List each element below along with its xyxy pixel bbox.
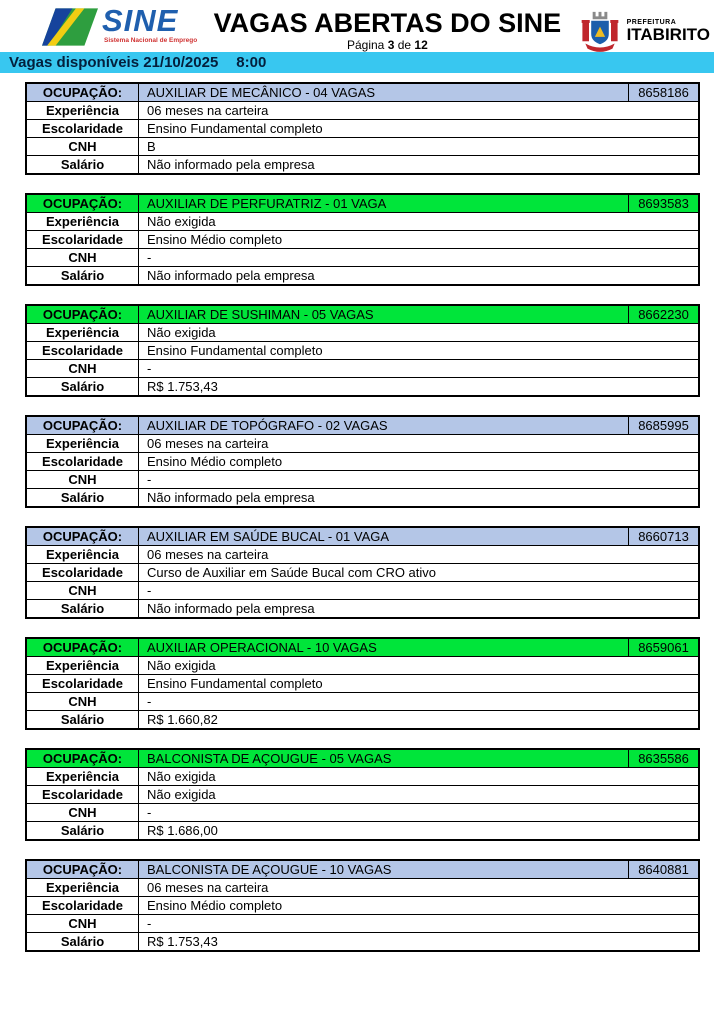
sine-logo-text-block — [102, 5, 197, 44]
itabirito-logo — [578, 7, 710, 55]
job-id: 8635586 — [628, 750, 698, 767]
cnh-row — [27, 137, 698, 155]
experience-label: Experiência — [27, 324, 139, 341]
salary-label: Salário — [27, 378, 139, 395]
sine-logo-subtitle: Sistema Nacional de Emprego — [104, 37, 198, 44]
salary-row — [27, 266, 698, 284]
occupation-row — [27, 306, 698, 323]
cnh-label: CNH — [27, 249, 139, 266]
salary-value: R$ 1.660,82 — [147, 712, 218, 727]
experience-row — [27, 767, 698, 785]
vacancies-bar — [0, 52, 714, 73]
education-label: Escolaridade — [27, 564, 139, 581]
salary-value: Não informado pela empresa — [147, 268, 315, 283]
experience-row — [27, 545, 698, 563]
cnh-row — [27, 914, 698, 932]
cnh-label: CNH — [27, 471, 139, 488]
salary-row — [27, 821, 698, 839]
sine-logo — [42, 5, 197, 47]
job-table — [25, 637, 700, 730]
salary-row — [27, 155, 698, 173]
education-value: Ensino Fundamental completo — [147, 121, 323, 136]
education-row — [27, 674, 698, 692]
occupation-label: OCUPAÇÃO: — [27, 306, 139, 323]
education-value: Não exigida — [147, 787, 216, 802]
experience-value: Não exigida — [147, 769, 216, 784]
job-table — [25, 415, 700, 508]
cnh-label: CNH — [27, 915, 139, 932]
cnh-label: CNH — [27, 804, 139, 821]
education-row — [27, 452, 698, 470]
itabirito-text-block — [627, 19, 710, 43]
cnh-value: - — [147, 472, 152, 487]
experience-row — [27, 878, 698, 896]
salary-value: Não informado pela empresa — [147, 490, 315, 505]
occupation-row — [27, 417, 698, 434]
salary-value: R$ 1.753,43 — [147, 379, 218, 394]
education-value: Ensino Fundamental completo — [147, 676, 323, 691]
occupation-label: OCUPAÇÃO: — [27, 750, 139, 767]
page-header — [0, 0, 724, 52]
experience-label: Experiência — [27, 768, 139, 785]
occupation-label: OCUPAÇÃO: — [27, 84, 139, 101]
job-table — [25, 304, 700, 397]
cnh-value: - — [147, 361, 152, 376]
job-title: AUXILIAR DE TOPÓGRAFO - 02 VAGAS — [147, 418, 388, 433]
job-id: 8685995 — [628, 417, 698, 434]
experience-label: Experiência — [27, 102, 139, 119]
education-label: Escolaridade — [27, 675, 139, 692]
education-row — [27, 119, 698, 137]
education-row — [27, 896, 698, 914]
education-label: Escolaridade — [27, 120, 139, 137]
cnh-row — [27, 803, 698, 821]
occupation-label: OCUPAÇÃO: — [27, 528, 139, 545]
sine-flag-icon — [42, 7, 98, 47]
salary-value: R$ 1.686,00 — [147, 823, 218, 838]
occupation-row — [27, 861, 698, 878]
job-table — [25, 193, 700, 286]
page-indicator-separator: de — [397, 38, 412, 52]
salary-value: Não informado pela empresa — [147, 601, 315, 616]
experience-row — [27, 656, 698, 674]
cnh-value: - — [147, 583, 152, 598]
cnh-value: - — [147, 250, 152, 265]
cnh-row — [27, 470, 698, 488]
page-indicator-prefix: Página — [346, 38, 385, 52]
coat-of-arms-icon — [578, 7, 622, 55]
salary-label: Salário — [27, 267, 139, 284]
cnh-value: - — [147, 916, 152, 931]
education-value: Ensino Médio completo — [147, 898, 283, 913]
education-row — [27, 785, 698, 803]
salary-label: Salário — [27, 156, 139, 173]
occupation-row — [27, 528, 698, 545]
page-indicator — [197, 38, 577, 52]
education-row — [27, 563, 698, 581]
education-value: Ensino Médio completo — [147, 454, 283, 469]
salary-label: Salário — [27, 933, 139, 950]
job-table — [25, 748, 700, 841]
cnh-row — [27, 692, 698, 710]
cnh-label: CNH — [27, 582, 139, 599]
job-table — [25, 82, 700, 175]
cnh-row — [27, 359, 698, 377]
experience-row — [27, 434, 698, 452]
occupation-label: OCUPAÇÃO: — [27, 639, 139, 656]
occupation-row — [27, 750, 698, 767]
salary-label: Salário — [27, 711, 139, 728]
itabirito-prefeitura-label: PREFEITURA — [626, 19, 677, 26]
occupation-row — [27, 639, 698, 656]
experience-value: Não exigida — [147, 214, 216, 229]
salary-row — [27, 488, 698, 506]
cnh-label: CNH — [27, 138, 139, 155]
experience-row — [27, 101, 698, 119]
job-title: AUXILIAR OPERACIONAL - 10 VAGAS — [147, 640, 377, 655]
page-indicator-total: 12 — [414, 38, 428, 52]
job-title: AUXILIAR DE PERFURATRIZ - 01 VAGA — [147, 196, 387, 211]
experience-row — [27, 212, 698, 230]
itabirito-city-label: ITABIRITO — [626, 25, 710, 44]
experience-value: 06 meses na carteira — [147, 880, 269, 895]
cnh-label: CNH — [27, 693, 139, 710]
experience-value: 06 meses na carteira — [147, 547, 269, 562]
occupation-row — [27, 84, 698, 101]
experience-label: Experiência — [27, 879, 139, 896]
job-table — [25, 526, 700, 619]
cnh-label: CNH — [27, 360, 139, 377]
salary-label: Salário — [27, 489, 139, 506]
experience-label: Experiência — [27, 435, 139, 452]
cnh-value: B — [147, 139, 156, 154]
job-title: AUXILIAR EM SAÚDE BUCAL - 01 VAGA — [147, 529, 390, 544]
education-label: Escolaridade — [27, 786, 139, 803]
education-value: Curso de Auxiliar em Saúde Bucal com CRO ativo — [147, 565, 437, 580]
education-label: Escolaridade — [27, 231, 139, 248]
cnh-value: - — [147, 694, 152, 709]
education-value: Ensino Médio completo — [147, 232, 283, 247]
education-value: Ensino Fundamental completo — [147, 343, 323, 358]
job-id: 8693583 — [628, 195, 698, 212]
experience-value: 06 meses na carteira — [147, 436, 269, 451]
education-row — [27, 341, 698, 359]
page-title: VAGAS ABERTAS DO SINE — [213, 8, 562, 38]
salary-value: R$ 1.753,43 — [147, 934, 218, 949]
title-block — [197, 5, 577, 52]
education-label: Escolaridade — [27, 342, 139, 359]
education-label: Escolaridade — [27, 897, 139, 914]
salary-row — [27, 710, 698, 728]
job-title: BALCONISTA DE AÇOUGUE - 10 VAGAS — [147, 862, 392, 877]
experience-value: 06 meses na carteira — [147, 103, 269, 118]
education-label: Escolaridade — [27, 453, 139, 470]
sine-logo-text: SINE — [102, 3, 179, 38]
salary-label: Salário — [27, 600, 139, 617]
experience-label: Experiência — [27, 657, 139, 674]
occupation-label: OCUPAÇÃO: — [27, 417, 139, 434]
vacancies-bar-label: Vagas disponíveis 21/10/2025 — [9, 54, 219, 71]
occupation-label: OCUPAÇÃO: — [27, 861, 139, 878]
job-table — [25, 859, 700, 952]
education-row — [27, 230, 698, 248]
page-indicator-current: 3 — [387, 38, 395, 52]
job-title: AUXILIAR DE MECÂNICO - 04 VAGAS — [147, 85, 376, 100]
salary-row — [27, 377, 698, 395]
experience-label: Experiência — [27, 546, 139, 563]
salary-row — [27, 599, 698, 617]
job-title: BALCONISTA DE AÇOUGUE - 05 VAGAS — [147, 751, 392, 766]
job-id: 8658186 — [628, 84, 698, 101]
job-title: AUXILIAR DE SUSHIMAN - 05 VAGAS — [147, 307, 374, 322]
jobs-list — [0, 73, 724, 952]
cnh-value: - — [147, 805, 152, 820]
salary-value: Não informado pela empresa — [147, 157, 315, 172]
job-id: 8662230 — [628, 306, 698, 323]
job-id: 8640881 — [628, 861, 698, 878]
cnh-row — [27, 248, 698, 266]
occupation-label: OCUPAÇÃO: — [27, 195, 139, 212]
vacancies-bar-time: 8:00 — [236, 54, 267, 71]
salary-row — [27, 932, 698, 950]
experience-row — [27, 323, 698, 341]
cnh-row — [27, 581, 698, 599]
salary-label: Salário — [27, 822, 139, 839]
experience-label: Experiência — [27, 213, 139, 230]
job-id: 8660713 — [628, 528, 698, 545]
experience-value: Não exigida — [147, 325, 216, 340]
experience-value: Não exigida — [147, 658, 216, 673]
occupation-row — [27, 195, 698, 212]
job-id: 8659061 — [628, 639, 698, 656]
